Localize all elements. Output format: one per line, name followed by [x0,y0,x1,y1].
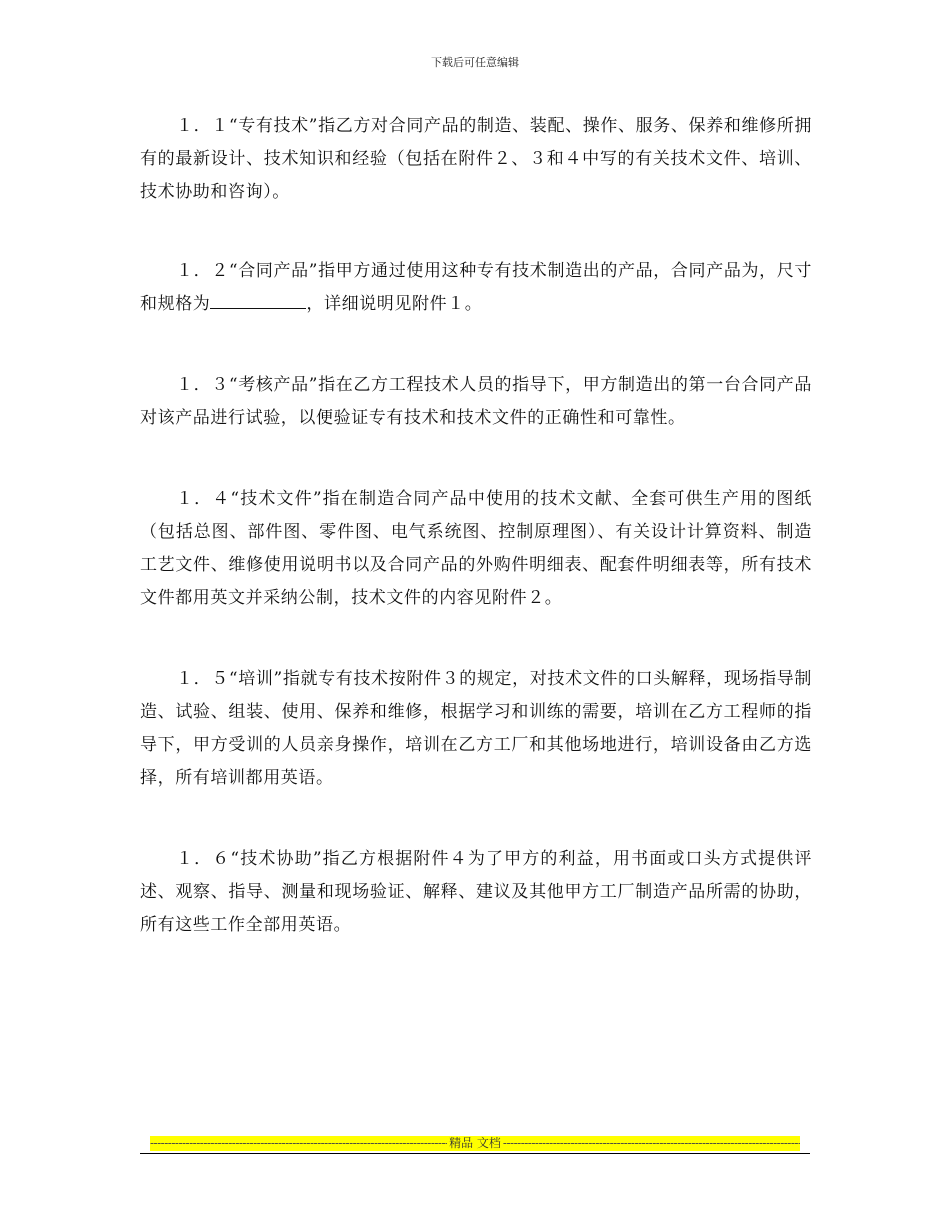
blank-field [210,294,306,309]
clause-1-5: １．５“培训”指就专有技术按附件３的规定，对技术文件的口头解释，现场指导制造、试验、组装、使用、保养和维修，根据学习和训练的需要，培训在乙方工程师的指导下，甲方受训的人员亲身操作，培训在乙方工厂和其他场地进行，培训设备由乙方选择，所有培训都用英语。 [140,669,812,788]
footer-banner [150,1136,800,1151]
document-body [140,110,812,982]
clause-1-6: １．６“技术协助”指乙方根据附件４为了甲方的利益，用书面或口头方式提供评述、观察、指导、测量和现场验证、解释、建议及其他甲方工厂制造产品所需的协助，所有这些工作全部用英语。 [140,849,812,935]
clause-1-4: １．４“技术文件”指在制造合同产品中使用的技术文献、全套可供生产用的图纸（包括总图、部件图、零件图、电气系统图、控制原理图）、有关设计计算资料、制造工艺文件、维修使用说明书以及合同产品的外购件明细表、配套件明细表等，所有技术文件都用英文并采纳公制，技术文件的内容见附件２。 [140,489,812,608]
page-header: 下载后可任意编辑 [431,56,519,69]
clause-1-2-text-before: １．２“合同产品”指甲方通过使用这种专有技术制造出的产品，合同产品为，尺寸和规格为 [140,261,812,314]
footer-dashes-left [150,1136,447,1151]
clause-1-2 [140,255,812,321]
clause-1-2-text-after: ，详细说明见附件１。 [306,294,483,314]
footer-dashes-right [503,1136,800,1151]
clause-1-3: １．３“考核产品”指在乙方工程技术人员的指导下，甲方制造出的第一台合同产品对该产品进行试验，以便验证专有技术和技术文件的正确性和可靠性。 [140,375,812,428]
footer-rule [140,1153,810,1154]
footer-label: 精品 文档 [449,1136,501,1150]
clause-1-1: １．１“专有技术”指乙方对合同产品的制造、装配、操作、服务、保养和维修所拥有的最新设计、技术知识和经验（包括在附件２、３和４中写的有关技术文件、培训、技术协助和咨询）。 [140,116,812,202]
